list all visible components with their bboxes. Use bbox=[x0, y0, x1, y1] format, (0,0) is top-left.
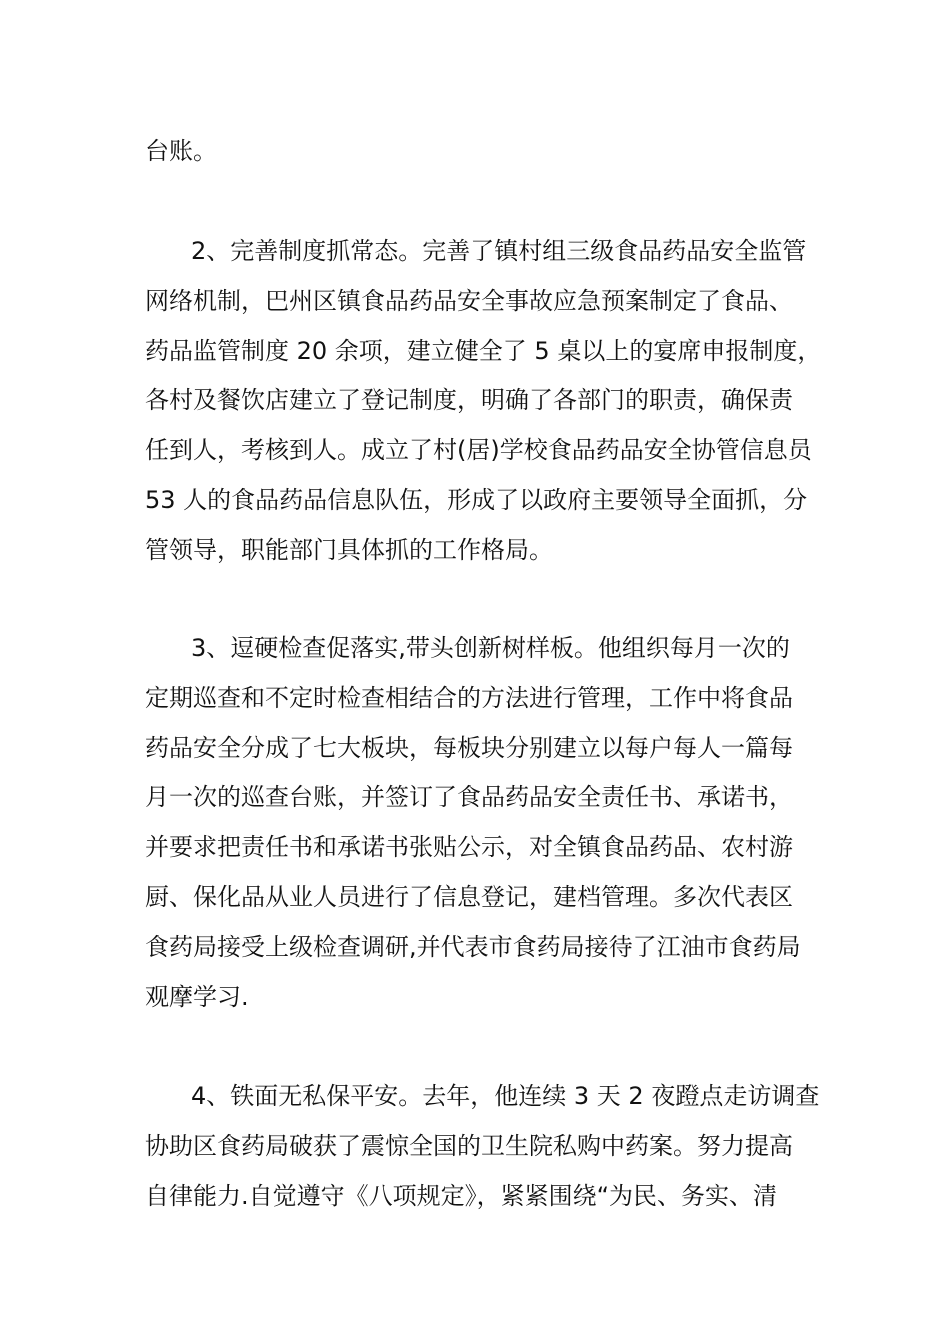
text-line: 管领导，职能部门具体抓的工作格局。 bbox=[145, 535, 553, 564]
text-line: 药品安全分成了七大板块，每板块分别建立以每户每人一篇每 bbox=[145, 733, 793, 762]
text-line: 53 人的食品药品信息队伍，形成了以政府主要领导全面抓，分 bbox=[145, 485, 808, 514]
text-line: 台账。 bbox=[145, 137, 217, 165]
text-line: 药品监管制度 20 余项，建立健全了 5 桌以上的宴席申报制度， bbox=[145, 336, 822, 365]
text-line: 网络机制，巴州区镇食品药品安全事故应急预案制定了食品、 bbox=[145, 286, 793, 315]
paragraph-3 bbox=[145, 624, 810, 1022]
text-line: 食药局接受上级检查调研,并代表市食药局接待了江油市食药局 bbox=[145, 932, 801, 961]
text-line: 2、完善制度抓常态。完善了镇村组三级食品药品安全监管 bbox=[191, 237, 807, 265]
text-line: 月一次的巡查台账，并签订了食品药品安全责任书、承诺书， bbox=[145, 783, 793, 812]
paragraph-4 bbox=[145, 1072, 820, 1221]
text-line: 4、铁面无私保平安。去年，他连续 3 天 2 夜蹬点走访调查 bbox=[191, 1082, 820, 1110]
text-line: 自律能力.自觉遵守《八项规定》，紧紧围绕“为民、务实、清 bbox=[145, 1181, 778, 1210]
text-line: 观摩学习. bbox=[145, 982, 249, 1011]
text-line: 协助区食药局破获了震惊全国的卫生院私购中药案。努力提高 bbox=[145, 1131, 793, 1160]
text-line: 定期巡查和不定时检查相结合的方法进行管理，工作中将食品 bbox=[145, 683, 793, 712]
text-line: 并要求把责任书和承诺书张贴公示，对全镇食品药品、农村游 bbox=[145, 833, 793, 862]
text-line: 厨、保化品从业人员进行了信息登记，建档管理。多次代表区 bbox=[145, 882, 793, 911]
continuation-paragraph bbox=[145, 127, 810, 177]
text-line: 3、逗硬检查促落实,带头创新树样板。他组织每月一次的 bbox=[191, 634, 790, 662]
text-line: 各村及餐饮店建立了登记制度，明确了各部门的职责，确保责 bbox=[145, 386, 793, 415]
text-line: 任到人，考核到人。成立了村(居)学校食品药品安全协管信息员 bbox=[145, 436, 812, 465]
paragraph-2 bbox=[145, 227, 822, 576]
